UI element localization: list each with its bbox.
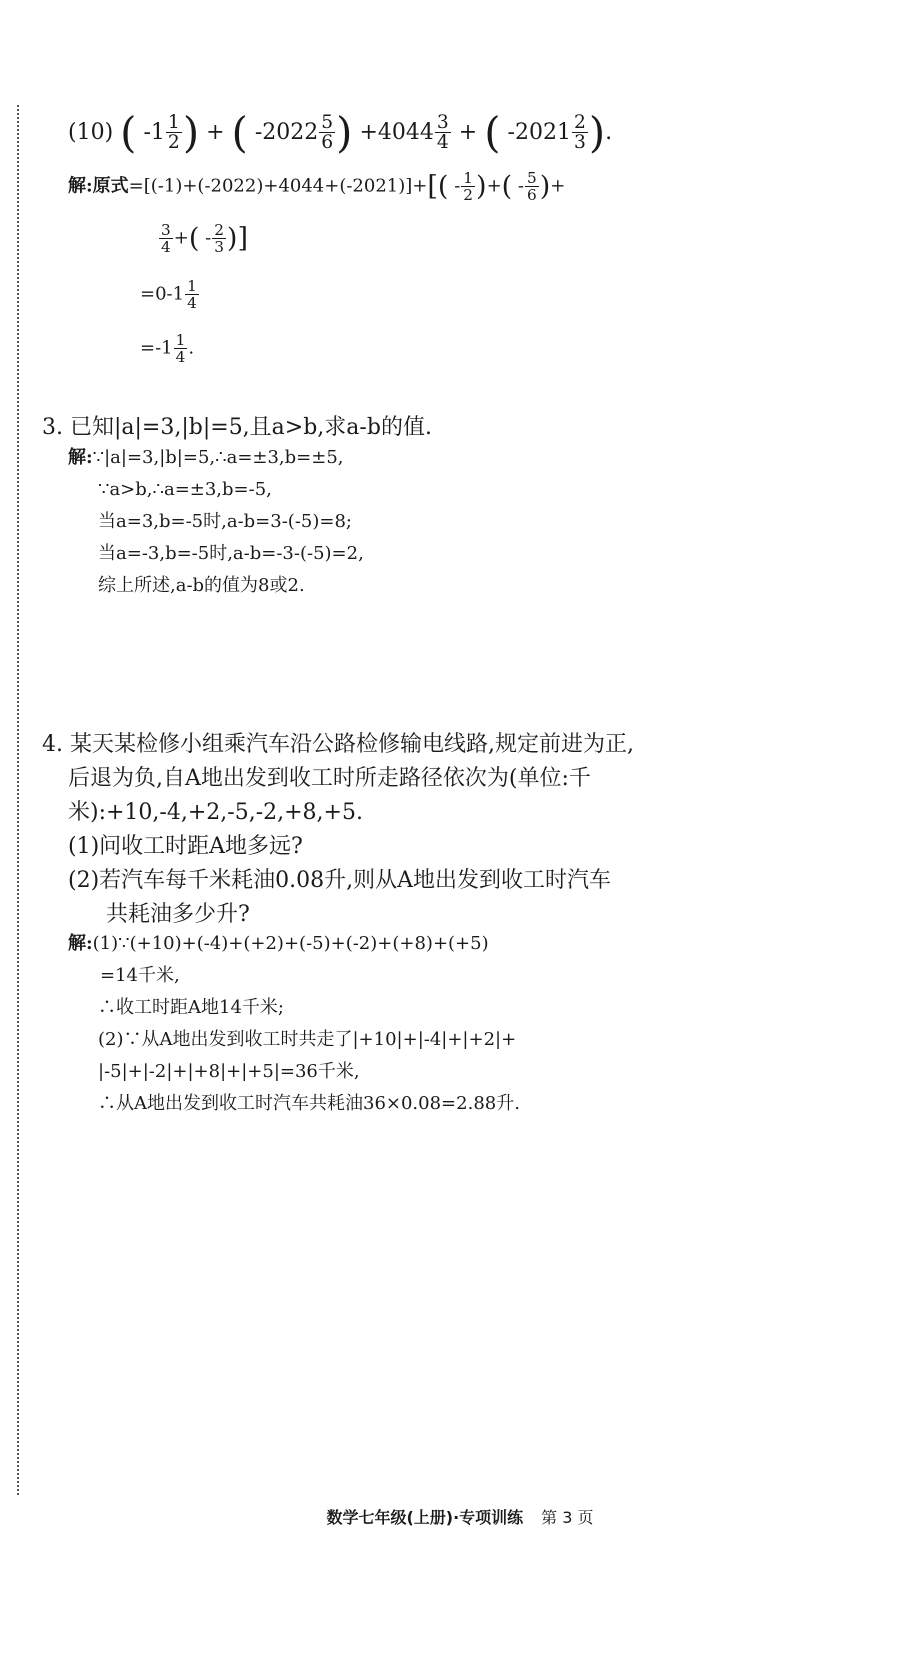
problem-10-label: (10): [68, 119, 114, 145]
question-3-solution-line3: 当a=3,b=-5时,a-b=3-(-5)=8;: [98, 511, 352, 532]
question-4-sub1: (1)问收工时距A地多远?: [68, 834, 303, 859]
question-4-stem-line2: 后退为负,自A地出发到收工时所走路径依次为(单位:千: [68, 766, 591, 791]
question-3-solution-line1: [68, 442, 344, 474]
solution-label: 解:: [68, 933, 93, 954]
solution-prefix: 原式: [92, 175, 129, 197]
problem-10-solution-line4: =-1 $\frac{1}{4}$ .: [140, 331, 195, 367]
question-4-sub2-line2: 共耗油多少升?: [106, 902, 250, 927]
question-3-stem: 3. 已知|a|=3,|b|=5,且a>b,求a-b的值.: [42, 415, 432, 440]
step-2-text: =0-1: [140, 283, 185, 305]
integer-part-sum: =[(-1)+(-2022)+4044+(-2021)]+: [128, 175, 428, 197]
question-4-stem-line3: 米):+10,-4,+2,-5,-2,+8,+5.: [68, 800, 363, 825]
step-3-end: .: [188, 337, 195, 359]
problem-10-solution-line1: 解:原式=[(-1)+(-2022)+4044+(-2021)]+[( - $\frac{1}{2}$ )+( - $\frac{5}{6}$ )+: [68, 169, 566, 205]
problem-10-expression: (10) ( -1 $\frac{1}{2}$ ) + ( -2022 $\frac{5}{6}$ ) +4044 $\frac{3}{4}$ + ( -2021 $\frac{2}{3}$ ).: [68, 108, 613, 157]
question-3-solution-line4: 当a=-3,b=-5时,a-b=-3-(-5)=2,: [98, 543, 364, 564]
solution-text: ∵|a|=3,|b|=5,∴a=±3,b=±5,: [92, 447, 344, 468]
question-4-solution-line4: (2)∵从A地出发到收工时共走了|+10|+|-4|+|+2|+: [98, 1029, 517, 1050]
question-3-solution-line2: ∵a>b,∴a=±3,b=-5,: [98, 479, 272, 500]
solution-label: 解:: [68, 175, 93, 197]
solution-text: (1)∵(+10)+(-4)+(+2)+(-5)+(-2)+(+8)+(+5): [92, 933, 489, 954]
question-4-stem-line1: 4. 某天某检修小组乘汽车沿公路检修输电线路,规定前进为正,: [42, 732, 634, 757]
page-footer: [0, 1505, 920, 1528]
page-number: 第 3 页: [541, 1508, 594, 1527]
solution-label: 解:: [68, 447, 93, 468]
question-4-solution-line3: ∴收工时距A地14千米;: [98, 997, 284, 1018]
footer-title: 数学七年级(上册)·专项训练: [326, 1508, 524, 1527]
question-3-solution-line5: 综上所述,a-b的值为8或2.: [98, 575, 305, 596]
question-4-sub2-line1: (2)若汽车每千米耗油0.08升,则从A地出发到收工时汽车: [68, 868, 612, 893]
problem-10-solution-line3: =0-1 $\frac{1}{4}$: [140, 277, 197, 313]
binding-dotted-line: [17, 105, 19, 1495]
question-4-solution-line6: ∴从A地出发到收工时汽车共耗油36×0.08=2.88升.: [98, 1093, 520, 1114]
question-4-solution-line2: =14千米,: [100, 965, 180, 986]
step-3-text: =-1: [140, 337, 173, 359]
question-4-solution-line1: [68, 928, 489, 960]
question-4-solution-line5: |-5|+|-2|+|+8|+|+5|=36千米,: [98, 1061, 360, 1082]
problem-10-solution-line2: $\frac{3}{4}$ +( - $\frac{2}{3}$ )]: [161, 221, 249, 257]
